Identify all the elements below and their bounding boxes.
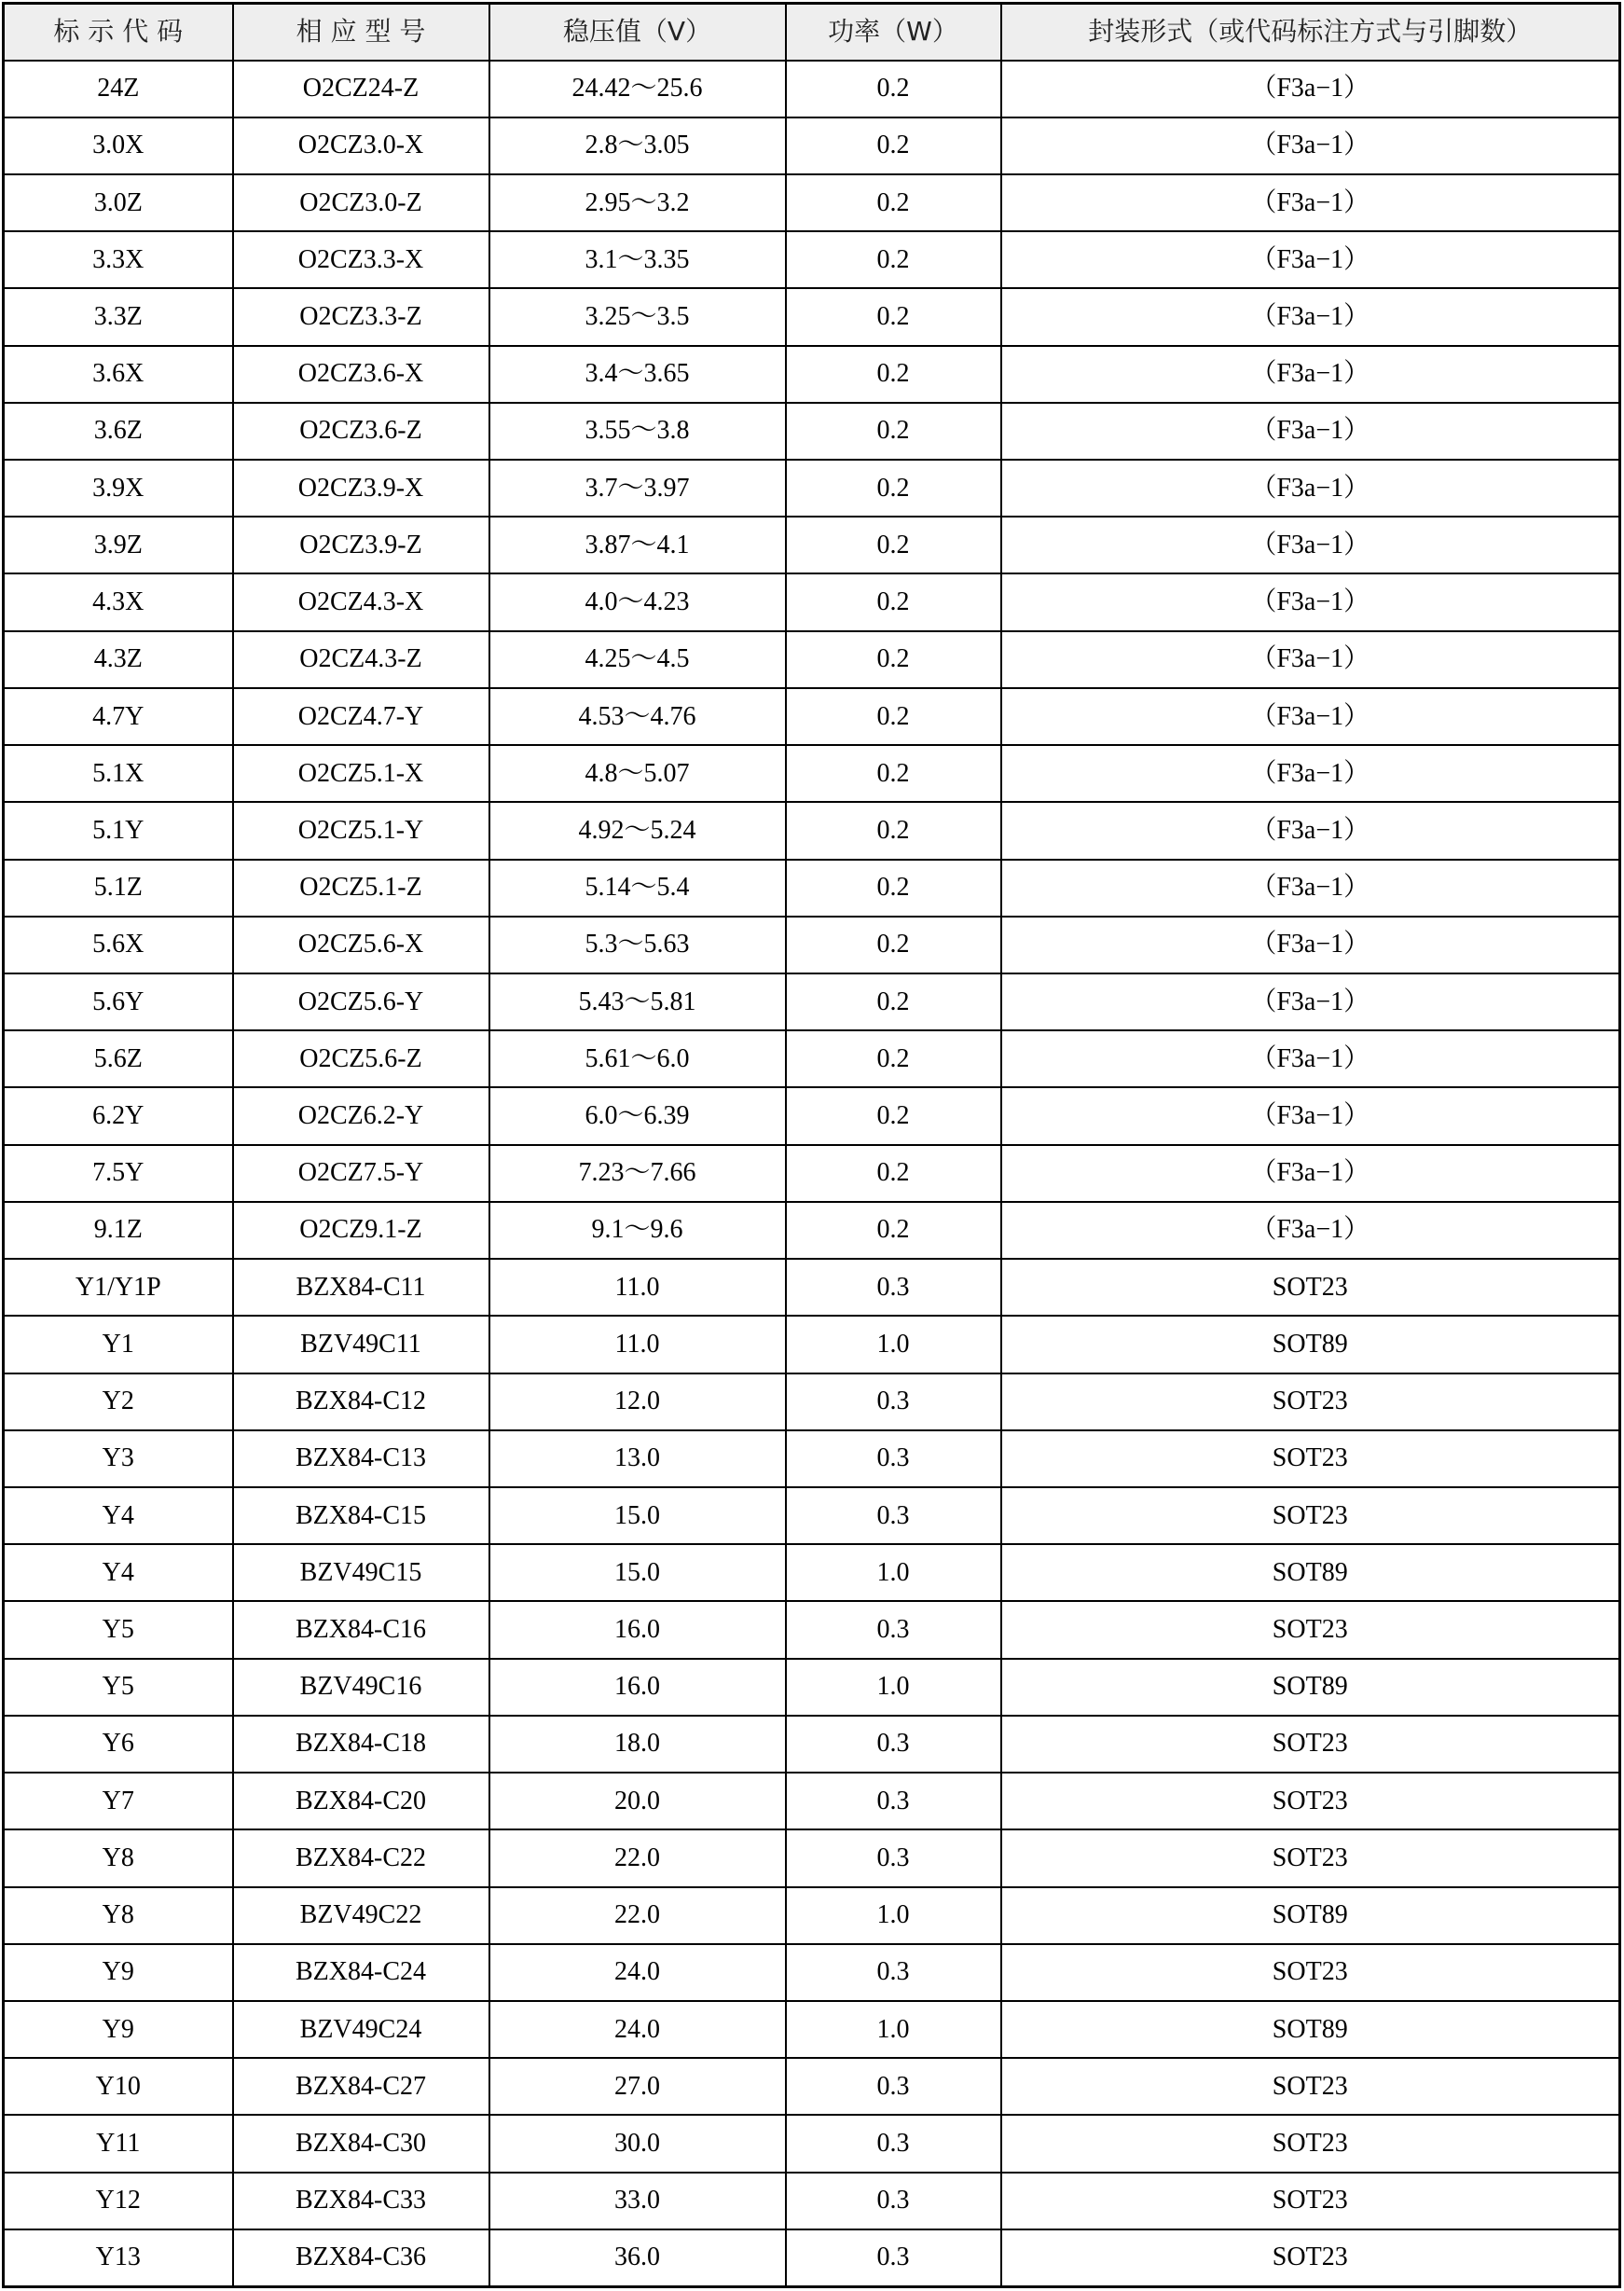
cell-code: Y8 <box>4 1829 233 1886</box>
cell-package: （F3a−1） <box>1001 745 1620 802</box>
cell-power: 0.3 <box>786 1716 1001 1773</box>
cell-model: BZX84-C15 <box>233 1487 489 1544</box>
cell-power: 0.2 <box>786 573 1001 630</box>
cell-power: 0.3 <box>786 1373 1001 1430</box>
cell-voltage: 3.55～3.8 <box>489 403 786 460</box>
cell-model: O2CZ5.1-Y <box>233 802 489 859</box>
cell-power: 0.3 <box>786 1773 1001 1829</box>
cell-voltage: 30.0 <box>489 2115 786 2172</box>
cell-package: （F3a−1） <box>1001 460 1620 517</box>
cell-code: Y1/Y1P <box>4 1259 233 1316</box>
cell-model: BZX84-C11 <box>233 1259 489 1316</box>
cell-model: O2CZ5.1-X <box>233 745 489 802</box>
cell-code: 5.1Z <box>4 860 233 917</box>
cell-power: 1.0 <box>786 1316 1001 1373</box>
cell-voltage: 2.95～3.2 <box>489 174 786 231</box>
table-row <box>4 1601 1620 1658</box>
cell-power: 0.2 <box>786 61 1001 117</box>
cell-code: Y8 <box>4 1887 233 1944</box>
cell-model: O2CZ3.0-Z <box>233 174 489 231</box>
table-row <box>4 688 1620 745</box>
table-row <box>4 1659 1620 1716</box>
cell-voltage: 22.0 <box>489 1829 786 1886</box>
table-row <box>4 2001 1620 2058</box>
cell-power: 0.3 <box>786 1601 1001 1658</box>
cell-package: SOT23 <box>1001 1944 1620 2001</box>
cell-voltage: 5.43～5.81 <box>489 973 786 1030</box>
cell-voltage: 5.14～5.4 <box>489 860 786 917</box>
table-row <box>4 1202 1620 1259</box>
cell-code: 3.9Z <box>4 517 233 573</box>
table-row <box>4 517 1620 573</box>
cell-power: 0.2 <box>786 231 1001 288</box>
cell-model: BZV49C24 <box>233 2001 489 2058</box>
cell-voltage: 13.0 <box>489 1430 786 1487</box>
table-row <box>4 2058 1620 2115</box>
cell-power: 0.2 <box>786 174 1001 231</box>
cell-power: 0.3 <box>786 2173 1001 2229</box>
header-power: 功率（W） <box>786 4 1001 61</box>
cell-voltage: 2.8～3.05 <box>489 117 786 174</box>
cell-model: O2CZ3.6-Z <box>233 403 489 460</box>
cell-code: Y7 <box>4 1773 233 1829</box>
cell-voltage: 4.25～4.5 <box>489 631 786 688</box>
cell-package: （F3a−1） <box>1001 802 1620 859</box>
cell-voltage: 11.0 <box>489 1259 786 1316</box>
table-row <box>4 1487 1620 1544</box>
table-row <box>4 1373 1620 1430</box>
cell-voltage: 36.0 <box>489 2229 786 2287</box>
cell-power: 0.2 <box>786 403 1001 460</box>
cell-power: 0.3 <box>786 1487 1001 1544</box>
cell-model: O2CZ5.6-X <box>233 917 489 973</box>
table-row <box>4 1430 1620 1487</box>
cell-power: 0.3 <box>786 2058 1001 2115</box>
header-code: 标 示 代 码 <box>4 4 233 61</box>
cell-power: 0.2 <box>786 860 1001 917</box>
cell-model: O2CZ3.9-Z <box>233 517 489 573</box>
table-row <box>4 174 1620 231</box>
cell-package: （F3a−1） <box>1001 517 1620 573</box>
cell-package: （F3a−1） <box>1001 403 1620 460</box>
table-row <box>4 973 1620 1030</box>
cell-voltage: 16.0 <box>489 1659 786 1716</box>
cell-package: （F3a−1） <box>1001 117 1620 174</box>
cell-code: Y11 <box>4 2115 233 2172</box>
cell-model: BZX84-C24 <box>233 1944 489 2001</box>
table-row <box>4 1773 1620 1829</box>
cell-model: O2CZ6.2-Y <box>233 1087 489 1144</box>
cell-code: 5.1X <box>4 745 233 802</box>
cell-voltage: 33.0 <box>489 2173 786 2229</box>
cell-code: 5.6X <box>4 917 233 973</box>
cell-power: 0.2 <box>786 517 1001 573</box>
cell-model: O2CZ5.6-Z <box>233 1030 489 1087</box>
table-row <box>4 460 1620 517</box>
cell-model: BZX84-C12 <box>233 1373 489 1430</box>
cell-package: （F3a−1） <box>1001 288 1620 345</box>
cell-power: 0.3 <box>786 1259 1001 1316</box>
cell-voltage: 12.0 <box>489 1373 786 1430</box>
cell-model: BZX84-C36 <box>233 2229 489 2287</box>
table-row <box>4 631 1620 688</box>
cell-code: 9.1Z <box>4 1202 233 1259</box>
cell-code: Y9 <box>4 2001 233 2058</box>
zener-code-table <box>2 2 1621 2288</box>
cell-package: SOT23 <box>1001 2058 1620 2115</box>
cell-package: （F3a−1） <box>1001 917 1620 973</box>
cell-voltage: 3.7～3.97 <box>489 460 786 517</box>
cell-power: 0.2 <box>786 346 1001 403</box>
cell-voltage: 15.0 <box>489 1544 786 1601</box>
cell-package: SOT23 <box>1001 1259 1620 1316</box>
cell-voltage: 4.53～4.76 <box>489 688 786 745</box>
cell-power: 1.0 <box>786 1659 1001 1716</box>
cell-code: Y1 <box>4 1316 233 1373</box>
cell-voltage: 7.23～7.66 <box>489 1145 786 1202</box>
cell-code: 4.7Y <box>4 688 233 745</box>
cell-package: SOT23 <box>1001 1373 1620 1430</box>
cell-code: Y10 <box>4 2058 233 2115</box>
table-row <box>4 573 1620 630</box>
cell-code: 6.2Y <box>4 1087 233 1144</box>
cell-package: SOT89 <box>1001 2001 1620 2058</box>
cell-model: BZX84-C30 <box>233 2115 489 2172</box>
cell-code: 3.9X <box>4 460 233 517</box>
cell-code: 7.5Y <box>4 1145 233 1202</box>
cell-code: 3.0Z <box>4 174 233 231</box>
cell-model: BZX84-C16 <box>233 1601 489 1658</box>
cell-power: 0.2 <box>786 631 1001 688</box>
cell-package: SOT89 <box>1001 1316 1620 1373</box>
cell-package: SOT23 <box>1001 2115 1620 2172</box>
table-row <box>4 1316 1620 1373</box>
cell-code: Y12 <box>4 2173 233 2229</box>
cell-model: BZV49C11 <box>233 1316 489 1373</box>
cell-code: Y2 <box>4 1373 233 1430</box>
header-row <box>4 4 1620 61</box>
cell-voltage: 16.0 <box>489 1601 786 1658</box>
cell-package: （F3a−1） <box>1001 631 1620 688</box>
cell-voltage: 3.87～4.1 <box>489 517 786 573</box>
cell-code: Y4 <box>4 1487 233 1544</box>
cell-voltage: 11.0 <box>489 1316 786 1373</box>
cell-model: O2CZ4.3-Z <box>233 631 489 688</box>
cell-power: 1.0 <box>786 2001 1001 2058</box>
table-row <box>4 288 1620 345</box>
cell-power: 0.2 <box>786 1145 1001 1202</box>
cell-power: 0.2 <box>786 802 1001 859</box>
table-row <box>4 403 1620 460</box>
cell-code: Y5 <box>4 1601 233 1658</box>
cell-package: （F3a−1） <box>1001 688 1620 745</box>
header-voltage: 稳压值（V） <box>489 4 786 61</box>
cell-package: SOT23 <box>1001 1716 1620 1773</box>
cell-model: O2CZ3.0-X <box>233 117 489 174</box>
cell-model: BZV49C16 <box>233 1659 489 1716</box>
cell-power: 0.2 <box>786 745 1001 802</box>
cell-model: O2CZ24-Z <box>233 61 489 117</box>
table-row <box>4 1829 1620 1886</box>
cell-model: O2CZ4.3-X <box>233 573 489 630</box>
table-row <box>4 1887 1620 1944</box>
table-body <box>4 61 1620 2287</box>
table-row <box>4 1259 1620 1316</box>
table-row <box>4 1944 1620 2001</box>
cell-code: Y13 <box>4 2229 233 2287</box>
header-model: 相 应 型 号 <box>233 4 489 61</box>
cell-voltage: 20.0 <box>489 1773 786 1829</box>
cell-power: 0.2 <box>786 460 1001 517</box>
cell-package: SOT23 <box>1001 1773 1620 1829</box>
cell-package: （F3a−1） <box>1001 1202 1620 1259</box>
cell-model: O2CZ9.1-Z <box>233 1202 489 1259</box>
cell-power: 0.3 <box>786 2229 1001 2287</box>
cell-voltage: 5.61～6.0 <box>489 1030 786 1087</box>
cell-voltage: 3.25～3.5 <box>489 288 786 345</box>
cell-package: SOT23 <box>1001 2173 1620 2229</box>
cell-voltage: 4.0～4.23 <box>489 573 786 630</box>
cell-model: BZX84-C18 <box>233 1716 489 1773</box>
cell-power: 0.2 <box>786 1087 1001 1144</box>
table-row <box>4 117 1620 174</box>
cell-model: BZV49C15 <box>233 1544 489 1601</box>
table-row <box>4 1716 1620 1773</box>
cell-power: 0.2 <box>786 688 1001 745</box>
cell-voltage: 27.0 <box>489 2058 786 2115</box>
cell-package: （F3a−1） <box>1001 573 1620 630</box>
cell-code: Y3 <box>4 1430 233 1487</box>
table-row <box>4 231 1620 288</box>
cell-package: SOT89 <box>1001 1659 1620 1716</box>
cell-package: （F3a−1） <box>1001 174 1620 231</box>
cell-package: SOT23 <box>1001 1829 1620 1886</box>
table-row <box>4 1087 1620 1144</box>
cell-model: O2CZ5.6-Y <box>233 973 489 1030</box>
cell-code: 4.3X <box>4 573 233 630</box>
cell-voltage: 5.3～5.63 <box>489 917 786 973</box>
cell-package: SOT23 <box>1001 1430 1620 1487</box>
cell-code: 3.6X <box>4 346 233 403</box>
cell-voltage: 6.0～6.39 <box>489 1087 786 1144</box>
cell-model: O2CZ3.3-X <box>233 231 489 288</box>
cell-code: 5.6Z <box>4 1030 233 1087</box>
cell-package: SOT89 <box>1001 1544 1620 1601</box>
cell-package: （F3a−1） <box>1001 1087 1620 1144</box>
cell-model: BZX84-C27 <box>233 2058 489 2115</box>
header-package: 封装形式（或代码标注方式与引脚数） <box>1001 4 1620 61</box>
cell-power: 0.2 <box>786 1030 1001 1087</box>
cell-power: 0.2 <box>786 288 1001 345</box>
cell-package: （F3a−1） <box>1001 346 1620 403</box>
cell-power: 1.0 <box>786 1887 1001 1944</box>
cell-model: BZX84-C20 <box>233 1773 489 1829</box>
cell-model: O2CZ3.9-X <box>233 460 489 517</box>
table-row <box>4 2229 1620 2287</box>
cell-package: （F3a−1） <box>1001 860 1620 917</box>
table-row <box>4 1145 1620 1202</box>
cell-power: 0.2 <box>786 117 1001 174</box>
cell-code: 3.6Z <box>4 403 233 460</box>
cell-model: BZX84-C13 <box>233 1430 489 1487</box>
cell-voltage: 4.92～5.24 <box>489 802 786 859</box>
cell-package: （F3a−1） <box>1001 231 1620 288</box>
table-row <box>4 2173 1620 2229</box>
cell-code: 3.3X <box>4 231 233 288</box>
cell-code: 24Z <box>4 61 233 117</box>
table-row <box>4 745 1620 802</box>
table-row <box>4 1544 1620 1601</box>
cell-model: BZX84-C22 <box>233 1829 489 1886</box>
cell-voltage: 3.1～3.35 <box>489 231 786 288</box>
cell-package: （F3a−1） <box>1001 973 1620 1030</box>
cell-model: O2CZ7.5-Y <box>233 1145 489 1202</box>
cell-code: 5.6Y <box>4 973 233 1030</box>
table-row <box>4 346 1620 403</box>
table-row <box>4 2115 1620 2172</box>
cell-power: 0.2 <box>786 1202 1001 1259</box>
cell-package: SOT89 <box>1001 1887 1620 1944</box>
cell-model: O2CZ4.7-Y <box>233 688 489 745</box>
table-row <box>4 61 1620 117</box>
table-row <box>4 860 1620 917</box>
cell-voltage: 18.0 <box>489 1716 786 1773</box>
cell-voltage: 15.0 <box>489 1487 786 1544</box>
cell-model: O2CZ3.6-X <box>233 346 489 403</box>
cell-power: 1.0 <box>786 1544 1001 1601</box>
table-row <box>4 802 1620 859</box>
cell-voltage: 24.0 <box>489 2001 786 2058</box>
cell-package: SOT23 <box>1001 1601 1620 1658</box>
cell-model: BZV49C22 <box>233 1887 489 1944</box>
cell-power: 0.3 <box>786 2115 1001 2172</box>
cell-code: Y4 <box>4 1544 233 1601</box>
cell-voltage: 3.4～3.65 <box>489 346 786 403</box>
cell-power: 0.3 <box>786 1829 1001 1886</box>
table-row <box>4 1030 1620 1087</box>
cell-power: 0.2 <box>786 917 1001 973</box>
cell-package: （F3a−1） <box>1001 1030 1620 1087</box>
cell-voltage: 24.0 <box>489 1944 786 2001</box>
cell-model: O2CZ3.3-Z <box>233 288 489 345</box>
cell-code: 4.3Z <box>4 631 233 688</box>
cell-code: 3.3Z <box>4 288 233 345</box>
cell-package: SOT23 <box>1001 1487 1620 1544</box>
cell-power: 0.3 <box>786 1430 1001 1487</box>
cell-model: BZX84-C33 <box>233 2173 489 2229</box>
cell-package: （F3a−1） <box>1001 61 1620 117</box>
table-header <box>4 4 1620 61</box>
cell-code: 3.0X <box>4 117 233 174</box>
cell-code: Y9 <box>4 1944 233 2001</box>
cell-voltage: 22.0 <box>489 1887 786 1944</box>
cell-model: O2CZ5.1-Z <box>233 860 489 917</box>
cell-power: 0.2 <box>786 973 1001 1030</box>
cell-package: SOT23 <box>1001 2229 1620 2287</box>
cell-package: （F3a−1） <box>1001 1145 1620 1202</box>
cell-voltage: 9.1～9.6 <box>489 1202 786 1259</box>
cell-code: Y6 <box>4 1716 233 1773</box>
table-row <box>4 917 1620 973</box>
cell-code: 5.1Y <box>4 802 233 859</box>
cell-power: 0.3 <box>786 1944 1001 2001</box>
cell-voltage: 24.42～25.6 <box>489 61 786 117</box>
cell-voltage: 4.8～5.07 <box>489 745 786 802</box>
cell-code: Y5 <box>4 1659 233 1716</box>
